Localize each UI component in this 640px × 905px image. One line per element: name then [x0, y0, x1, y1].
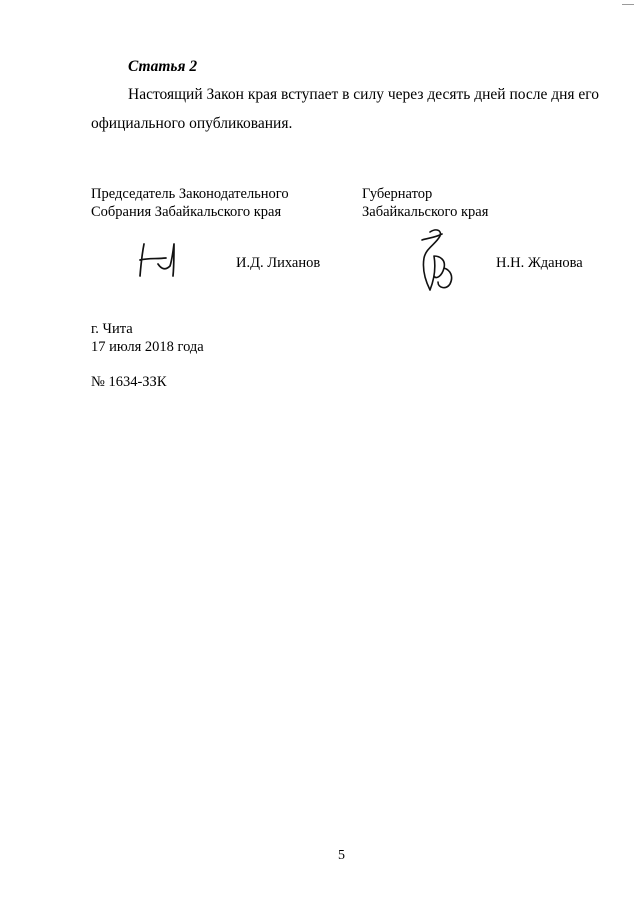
- law-number: № 1634-ЗЗК: [91, 374, 167, 390]
- governor-signature: [412, 226, 464, 296]
- page-number: 5: [338, 848, 345, 863]
- chairman-name: И.Д. Лиханов: [236, 255, 321, 271]
- governor-title-line-2: Забайкальского края: [362, 204, 489, 220]
- chairman-title: [91, 185, 289, 221]
- place-and-date: [91, 320, 204, 356]
- article-text-line-2: официального опубликования.: [91, 115, 293, 132]
- article-text-line-1: Настоящий Закон края вступает в силу через десять дней после дня его: [128, 86, 600, 103]
- place-city: г. Чита: [91, 321, 133, 337]
- governor-title-line-1: Губернатор: [362, 186, 433, 202]
- governor-name: Н.Н. Жданова: [496, 255, 583, 271]
- chairman-title-line-1: Председатель Законодательного: [91, 186, 289, 202]
- scan-corner-mark: [622, 4, 634, 5]
- signing-date: 17 июля 2018 года: [91, 339, 204, 355]
- governor-title: [362, 185, 488, 221]
- chairman-title-line-2: Собрания Забайкальского края: [91, 204, 282, 220]
- article-heading: Статья 2: [128, 58, 198, 75]
- chairman-signature: [136, 240, 184, 282]
